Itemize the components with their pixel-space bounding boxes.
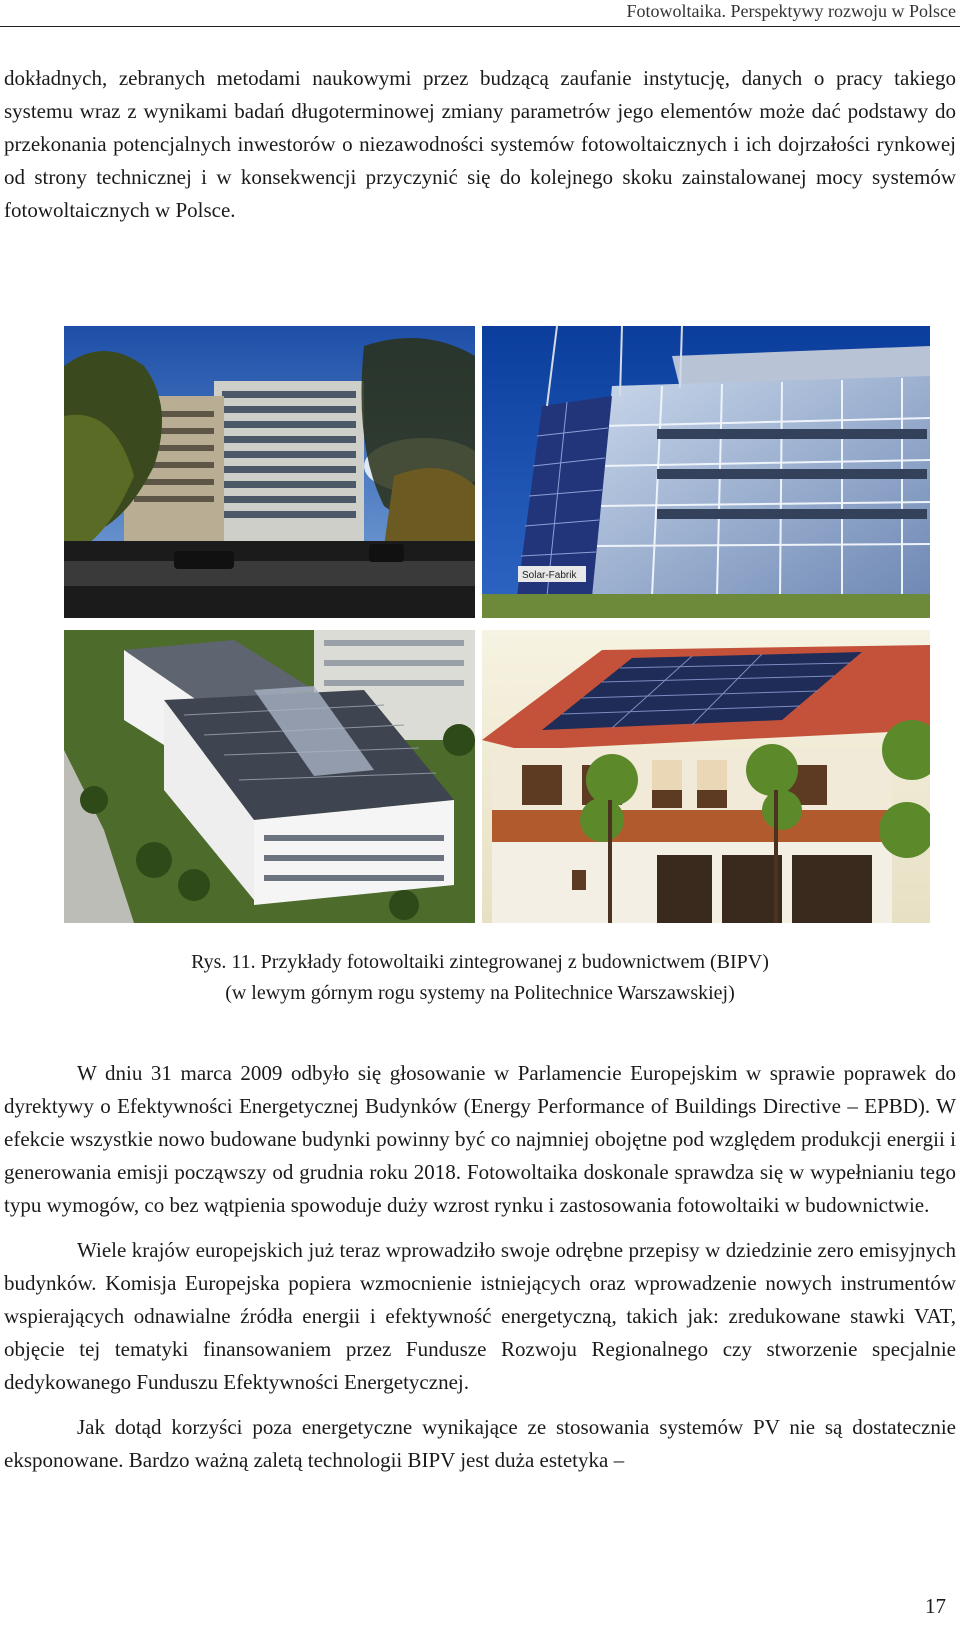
page-number: 17 [925, 1594, 946, 1618]
paragraph-european-countries: Wiele krajów europejskich już teraz wprowadziło swoje odrębne przepisy w dziedzinie zero emisyjnych budynków. Komisja Europejska popiera wzmocnienie istniejących oraz wprowadzenie nowych instrumentów wspierających odnawialne źródła energii i efektywność energetyczną, takich jak: zredukowane stawki VAT, objęcie tej tematyki finansowaniem przez Fundusze Rozwoju Regionalnego czy stworzenie specjalnie dedykowanego Funduszu Efektywności Energetycznej. [4, 1238, 956, 1394]
running-header [0, 0, 960, 27]
photo-pv-roof-office-complex-image [64, 630, 475, 923]
running-title: Fotowoltaika. Perspektywy rozwoju w Polsce [626, 1, 956, 21]
section-body [4, 1057, 956, 1477]
figure-caption [0, 947, 960, 1009]
intro-paragraph [4, 62, 956, 227]
photo-politechnika-warszawska-image [64, 326, 475, 618]
photo-politechnika-warszawska [64, 326, 475, 618]
photo-solar-fabrik-facade-image [482, 326, 930, 618]
figure-caption-line-2: (w lewym górnym rogu systemy na Politechnice Warszawskiej) [225, 982, 735, 1004]
photo-solar-fabrik-facade [482, 326, 930, 618]
paragraph-epbd: W dniu 31 marca 2009 odbyło się głosowanie w Parlamencie Europejskim w sprawie poprawek do dyrektywy o Efektywności Energetycznej Budynków (Energy Performance of Buildings Directive – EPBD). W efekcie wszystkie nowo budowane budynki powinny być co najmniej obojętne pod względem produkcji energii i generowania emisji począwszy od grudnia roku 2018. Fotowoltaika doskonale sprawdza się w wypełnianiu tego typu wymogów, co bez wątpienia spowoduje duży wzrost rynku i zastosowania fotowoltaiki w budownictwie. [4, 1061, 956, 1217]
figure-caption-line-1: Rys. 11. Przykłady fotowoltaiki zintegrowanej z budownictwem (BIPV) [191, 951, 769, 973]
photo-pv-roof-house-image [482, 630, 930, 923]
intro-paragraph-text: dokładnych, zebranych metodami naukowymi przez budzącą zaufanie instytucję, danych o pracy takiego systemu wraz z wynikami badań długoterminowej zmiany parametrów jego elementów może dać podstawy do przekonania potencjalnych inwestorów o niezawodności systemów fotowoltaicznych i ich dojrzałości rynkowej od strony technicznej i w konsekwencji przyczynić się do kolejnego skoku zainstalowanej mocy systemów fotowoltaicznych w Polsce. [4, 66, 956, 222]
figure-photo-grid [64, 326, 930, 923]
solar-fabrik-sign: Solar-Fabrik [522, 570, 577, 581]
paragraph-bipv-benefits: Jak dotąd korzyści poza energetyczne wynikające ze stosowania systemów PV nie są dostatecznie eksponowane. Bardzo ważną zaletą technologii BIPV jest duża estetyka – [4, 1415, 956, 1472]
photo-pv-roof-house [482, 630, 930, 923]
photo-pv-roof-office-complex [64, 630, 475, 923]
